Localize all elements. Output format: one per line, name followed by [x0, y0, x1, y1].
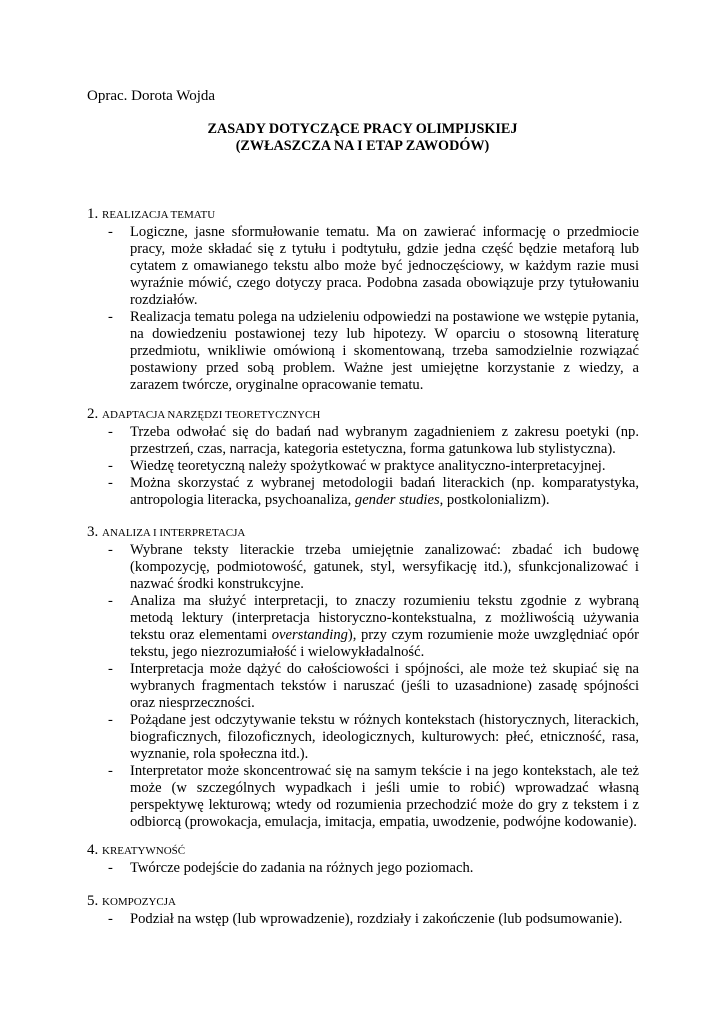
section-heading — [87, 405, 639, 424]
dash-bullet: - — [108, 475, 113, 491]
section-title: ADAPTACJA NARZĘDZI TEORETYCZNYCH — [102, 409, 321, 421]
section-number: 4. — [87, 842, 99, 858]
bullet-list — [87, 911, 639, 928]
dash-bullet: - — [108, 911, 113, 927]
section-title: KOMPOZYCJA — [102, 896, 176, 908]
section-number: 3. — [87, 524, 99, 540]
dash-bullet: - — [108, 860, 113, 876]
list-item — [87, 661, 639, 712]
list-item-text: Wybrane teksty literackie trzeba umiejętnie zanalizować: zbadać ich budowę (kompozycję, podmiotowość, gatunek, styl, wersyfikację itd.), sfunkcjonalizować i nazwać środki konstrukcyjne. — [130, 542, 639, 592]
bullet-list — [87, 224, 639, 394]
section-adaptacja-narzedzi — [87, 405, 639, 509]
dash-bullet: - — [108, 424, 113, 440]
list-item-italic: overstanding — [271, 627, 348, 643]
section-title: KREATYWNOŚĆ — [102, 845, 186, 857]
author-line: Oprac. Dorota Wojda — [87, 88, 216, 104]
list-item-text: Podział na wstęp (lub wprowadzenie), rozdziały i zakończenie (lub podsumowanie). — [130, 911, 623, 927]
section-number: 5. — [87, 893, 99, 909]
list-item — [87, 763, 639, 831]
list-item — [87, 911, 639, 928]
dash-bullet: - — [108, 224, 113, 240]
list-item-text-start: Można skorzystać z wybranej metodologii badań literackich (np. komparatystyka, antropologia literacka, psychoanaliza, — [130, 475, 639, 508]
list-item — [87, 475, 639, 509]
list-item-text: Interpretator może skoncentrować się na samym tekście i na jego kontekstach, ale też może (w szczególnych wypadkach i jeśli umie to robić) wprowadzać własną perspektywę lekturową; wtedy od rozumienia przechodzić może do gry z tekstem i z odbiorcą (prowokacja, emulacja, imitacja, empatia, uwodzenie, podwójne kodowanie). — [130, 763, 639, 830]
section-kreatywnosc — [87, 841, 639, 877]
dash-bullet: - — [108, 309, 113, 325]
list-item — [87, 593, 639, 661]
list-item-text: Interpretacja może dążyć do całościowości i spójności, ale może też skupiać się na wybranych fragmentach tekstów i naruszać (jeśli to uzasadnione) zasadę spójności oraz niesprzeczności. — [130, 661, 639, 711]
list-item — [87, 309, 639, 394]
section-heading — [87, 841, 639, 860]
title-line-2: (ZWŁASZCZA NA I ETAP ZAWODÓW) — [235, 138, 490, 154]
list-item-text: Twórcze podejście do zadania na różnych jego poziomach. — [130, 860, 474, 876]
dash-bullet: - — [108, 763, 113, 779]
list-item — [87, 712, 639, 763]
section-realizacja-tematu — [87, 205, 639, 394]
section-title: REALIZACJA TEMATU — [102, 209, 216, 221]
dash-bullet: - — [108, 542, 113, 558]
dash-bullet: - — [108, 712, 113, 728]
section-kompozycja — [87, 892, 639, 928]
bullet-list — [87, 542, 639, 831]
document-title — [87, 121, 638, 155]
list-item-text: Trzeba odwołać się do badań nad wybranym zagadnieniem z zakresu poetyki (np. przestrzeń, czas, narracja, kategoria estetyczna, forma gatunkowa lub stylistyczna). — [130, 424, 639, 457]
section-number: 1. — [87, 206, 99, 222]
section-analiza-interpretacja — [87, 523, 639, 831]
section-number: 2. — [87, 406, 99, 422]
list-item-text: Realizacja tematu polega na udzieleniu odpowiedzi na postawione we wstępie pytania, na dowiedzeniu postawionej tezy lub hipotezy. W oparciu o stosowną literaturę przedmiotu, wnikliwie omówioną i skomentowaną, trzeba samodzielnie rozwiązać postawiony przed sobą problem. Ważne jest umiejętne korzystanie z wiedzy, a zarazem twórcze, oryginalne opracowanie tematu. — [130, 309, 639, 393]
list-item — [87, 224, 639, 309]
list-item — [87, 860, 639, 877]
list-item — [87, 424, 639, 458]
bullet-list — [87, 860, 639, 877]
list-item-text: Logiczne, jasne sformułowanie tematu. Ma on zawierać informację o przedmiocie pracy, może składać się z tytułu i podtytułu, gdzie jedna część będzie metaforą lub cytatem z omawianego tekstu albo może być jednoczęściowy, w każdym razie musi wyraźnie mówić, czego dotyczy praca. Podobna zasada obowiązuje przy tytułowaniu rozdziałów. — [130, 224, 639, 308]
list-item-text-start: Analiza ma służyć interpretacji, to znaczy rozumieniu tekstu zgodnie z wybraną metodą lektury (interpretacja historyczno-kontekstualna, z możliwością używania tekstu oraz elementami — [130, 593, 639, 643]
section-heading — [87, 205, 639, 224]
list-item-text-end: , postkolonializm). — [439, 492, 550, 508]
title-line-1: ZASADY DOTYCZĄCE PRACY OLIMPIJSKIEJ — [207, 121, 518, 137]
list-item-italic: gender studies — [354, 492, 440, 508]
section-heading — [87, 892, 639, 911]
list-item — [87, 542, 639, 593]
dash-bullet: - — [108, 593, 113, 609]
list-item — [87, 458, 639, 475]
list-item-text-end: ), przy czym rozumienie może uwzględniać opór tekstu, jego niezrozumiałość i wielowykładalność. — [130, 627, 639, 660]
list-item-text: Pożądane jest odczytywanie tekstu w różnych kontekstach (historycznych, literackich, biograficznych, filozoficznych, ideologicznych, kulturowych: płeć, etniczność, rasa, wyznanie, rola społeczna itd.). — [130, 712, 639, 762]
list-item-text: Wiedzę teoretyczną należy spożytkować w praktyce analityczno-interpretacyjnej. — [130, 458, 606, 474]
section-heading — [87, 523, 639, 542]
dash-bullet: - — [108, 458, 113, 474]
section-title: ANALIZA I INTERPRETACJA — [102, 527, 246, 539]
dash-bullet: - — [108, 661, 113, 677]
bullet-list — [87, 424, 639, 509]
